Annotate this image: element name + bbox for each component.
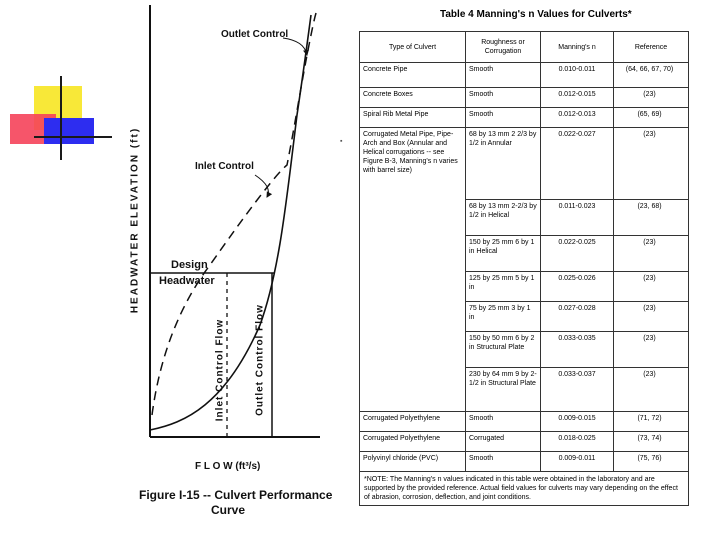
header-roughness: Roughness or Corrugation [466,32,541,63]
cell-type: Concrete Pipe [360,63,466,88]
decor-blue-square [44,118,94,144]
y-axis-label: HEADWATER ELEVATION (ft) [129,126,141,314]
inlet-control-curve [152,13,316,415]
outlet-control-arrow [283,38,307,55]
table-row [360,412,689,432]
decor-vertical-line [60,76,62,160]
cell-type-cmp: Corrugated Metal Pipe, Pipe-Arch and Box (Annular and Helical corrugations -- see Figure B-3, Manning's n varies with barrel size) [360,128,466,412]
cell-n: 0.012-0.013 [541,108,614,128]
header-reference: Reference [614,32,689,63]
outlet-control-flow-label: Outlet Control Flow [254,304,266,416]
cell-roughness: 125 by 25 mm 5 by 1 in [466,272,541,302]
cell-ref: (23) [614,236,689,272]
table-row [360,63,689,88]
inlet-control-flow-label: Inlet Control Flow [214,318,226,422]
table-row [360,432,689,452]
cell-ref: (23) [614,368,689,412]
cell-ref: (64, 66, 67, 70) [614,63,689,88]
cell-ref: (23) [614,332,689,368]
table-row [360,108,689,128]
cell-roughness: 75 by 25 mm 3 by 1 in [466,302,541,332]
cell-n: 0.011-0.023 [541,200,614,236]
cell-roughness: Smooth [466,452,541,472]
cell-roughness: 68 by 13 mm 2 2/3 by 1/2 in Annular [466,128,541,200]
mannings-n-table [359,31,689,506]
figure-caption-line1: Figure I-15 -- Culvert Performance [139,488,333,502]
cell-n: 0.022-0.025 [541,236,614,272]
table-row [360,128,689,200]
cell-n: 0.033-0.037 [541,368,614,412]
cell-roughness: 68 by 13 mm 2-2/3 by 1/2 in Helical [466,200,541,236]
outlet-control-curve [150,15,311,430]
cell-ref: (23) [614,272,689,302]
cell-n: 0.012-0.015 [541,88,614,108]
table-header-row [360,32,689,63]
cell-roughness: Smooth [466,412,541,432]
design-label: Design [171,259,208,271]
cell-type: Spiral Rib Metal Pipe [360,108,466,128]
header-mannings-n: Manning's n [541,32,614,63]
cell-type: Corrugated Polyethylene [360,432,466,452]
cell-roughness: Smooth [466,88,541,108]
cell-n: 0.025-0.026 [541,272,614,302]
cell-ref: (73, 74) [614,432,689,452]
cell-n: 0.010-0.011 [541,63,614,88]
header-type: Type of Culvert [360,32,466,63]
cell-ref: (23) [614,88,689,108]
decor-horizontal-line [34,136,112,138]
cell-roughness: Smooth [466,108,541,128]
cell-n: 0.033-0.035 [541,332,614,368]
cell-n: 0.009-0.011 [541,452,614,472]
table-note: *NOTE: The Manning's n values indicated in this table were obtained in the laboratory and are supported by the provided reference. Actual field values for culverts may vary depending on the effect of abrasion, corrosion, deflection, and joint conditions. [360,472,689,506]
figure-caption-line2: Curve [211,503,246,517]
cell-n: 0.027-0.028 [541,302,614,332]
outlet-control-label: Outlet Control [221,29,289,40]
cell-ref: (23) [614,128,689,200]
cell-ref: (65, 69) [614,108,689,128]
table-title: Table 4 Manning's n Values for Culverts* [440,9,632,20]
cell-ref: (75, 76) [614,452,689,472]
inlet-control-label: Inlet Control [195,161,254,172]
cell-roughness: 150 by 25 mm 6 by 1 in Helical [466,236,541,272]
cell-type: Corrugated Polyethylene [360,412,466,432]
x-axis-label: F L O W (ft³/s) [195,461,261,472]
cell-ref: (23, 68) [614,200,689,236]
cell-roughness: Corrugated [466,432,541,452]
table-row [360,88,689,108]
cell-roughness: 230 by 64 mm 9 by 2-1/2 in Structural Plate [466,368,541,412]
cell-roughness: Smooth [466,63,541,88]
cell-n: 0.009-0.015 [541,412,614,432]
cell-n: 0.022-0.027 [541,128,614,200]
cell-ref: (71, 72) [614,412,689,432]
cell-n: 0.018-0.025 [541,432,614,452]
inlet-control-arrow [255,175,269,197]
cell-type: Polyvinyl chloride (PVC) [360,452,466,472]
performance-curve-plot [115,5,345,535]
cell-type: Concrete Boxes [360,88,466,108]
cell-ref: (23) [614,302,689,332]
table-note-row [360,472,689,506]
cell-roughness: 150 by 50 mm 6 by 2 in Structural Plate [466,332,541,368]
headwater-label: Headwater [159,275,215,287]
culvert-performance-figure [115,5,345,535]
table-row [360,452,689,472]
bullet-marker: ▪ [340,138,343,145]
